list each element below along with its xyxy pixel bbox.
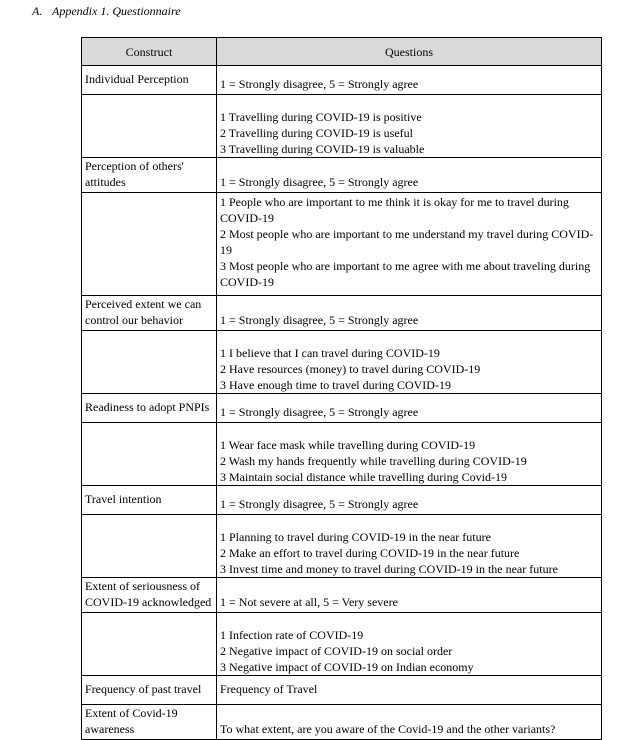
scale-cell: 1 = Strongly disagree, 5 = Strongly agree <box>217 394 602 423</box>
items-cell <box>217 613 602 676</box>
table-caption <box>32 4 181 19</box>
table-row <box>82 394 602 423</box>
scale-cell: 1 = Strongly disagree, 5 = Strongly agree <box>217 486 602 515</box>
empty-cell <box>82 613 217 676</box>
question-item: 1 Infection rate of COVID-19 <box>220 628 364 642</box>
construct-cell: Perceived extent we can control our behavior <box>82 296 217 331</box>
question-cell: To what extent, are you aware of the Covid-19 and the other variants? <box>217 705 602 740</box>
question-item: 3 Maintain social distance while travelling during Covid-19 <box>220 470 507 484</box>
questionnaire-table <box>81 37 602 740</box>
table-row <box>82 66 602 95</box>
items-cell <box>217 193 602 296</box>
question-item: 2 Travelling during COVID-19 is useful <box>220 126 413 140</box>
empty-cell <box>82 331 217 394</box>
caption-letter: A. <box>32 4 43 18</box>
question-item: 3 Invest time and money to travel during COVID-19 in the near future <box>220 562 558 576</box>
question-item: 1 Planning to travel during COVID-19 in the near future <box>220 530 491 544</box>
empty-cell <box>82 95 217 158</box>
table-row <box>82 578 602 613</box>
table-row <box>82 486 602 515</box>
question-item: 2 Negative impact of COVID-19 on social order <box>220 644 453 658</box>
items-cell <box>217 331 602 394</box>
question-item: 1 Wear face mask while travelling during COVID-19 <box>220 438 476 452</box>
question-item: 2 Most people who are important to me understand my travel during COVID-19 <box>220 227 594 257</box>
table-row <box>82 705 602 740</box>
construct-cell: Frequency of past travel <box>82 676 217 705</box>
items-cell <box>217 423 602 486</box>
question-item: 3 Negative impact of COVID-19 on Indian economy <box>220 660 474 674</box>
header-row <box>82 38 602 66</box>
table-row <box>82 296 602 331</box>
construct-cell: Readiness to adopt PNPIs <box>82 394 217 423</box>
scale-cell: 1 = Strongly disagree, 5 = Strongly agree <box>217 158 602 193</box>
question-item: 1 I believe that I can travel during COVID-19 <box>220 346 440 360</box>
items-cell <box>217 95 602 158</box>
construct-cell: Individual Perception <box>82 66 217 95</box>
table-row <box>82 676 602 705</box>
empty-cell <box>82 515 217 578</box>
question-item: 1 Travelling during COVID-19 is positive <box>220 110 422 124</box>
table-row <box>82 613 602 676</box>
question-item: 1 People who are important to me think it is okay for me to travel during COVID-19 <box>220 195 569 225</box>
question-item: 3 Most people who are important to me agree with me about traveling during COVID-19 <box>220 259 591 289</box>
empty-cell <box>82 193 217 296</box>
question-item: 2 Make an effort to travel during COVID-19 in the near future <box>220 546 520 560</box>
empty-cell <box>82 423 217 486</box>
table-row <box>82 331 602 394</box>
scale-cell: 1 = Strongly disagree, 5 = Strongly agree <box>217 66 602 95</box>
construct-cell: Extent of seriousness of COVID-19 acknowledged <box>82 578 217 613</box>
scale-cell: 1 = Not severe at all, 5 = Very severe <box>217 578 602 613</box>
question-item: 2 Have resources (money) to travel during COVID-19 <box>220 362 481 376</box>
question-item: 3 Travelling during COVID-19 is valuable <box>220 142 425 156</box>
question-item: 2 Wash my hands frequently while travelling during COVID-19 <box>220 454 527 468</box>
construct-cell: Travel intention <box>82 486 217 515</box>
question-item: 3 Have enough time to travel during COVID-19 <box>220 378 451 392</box>
construct-header: Construct <box>82 38 217 66</box>
items-cell <box>217 515 602 578</box>
construct-cell: Extent of Covid-19 awareness <box>82 705 217 740</box>
table-row <box>82 95 602 158</box>
scale-cell: 1 = Strongly disagree, 5 = Strongly agree <box>217 296 602 331</box>
table-row <box>82 158 602 193</box>
questions-header: Questions <box>217 38 602 66</box>
question-cell: Frequency of Travel <box>217 676 602 705</box>
table-row <box>82 193 602 296</box>
table-row <box>82 515 602 578</box>
table-row <box>82 423 602 486</box>
construct-cell: Perception of others' attitudes <box>82 158 217 193</box>
caption-title: Appendix 1. Questionnaire <box>52 4 181 18</box>
